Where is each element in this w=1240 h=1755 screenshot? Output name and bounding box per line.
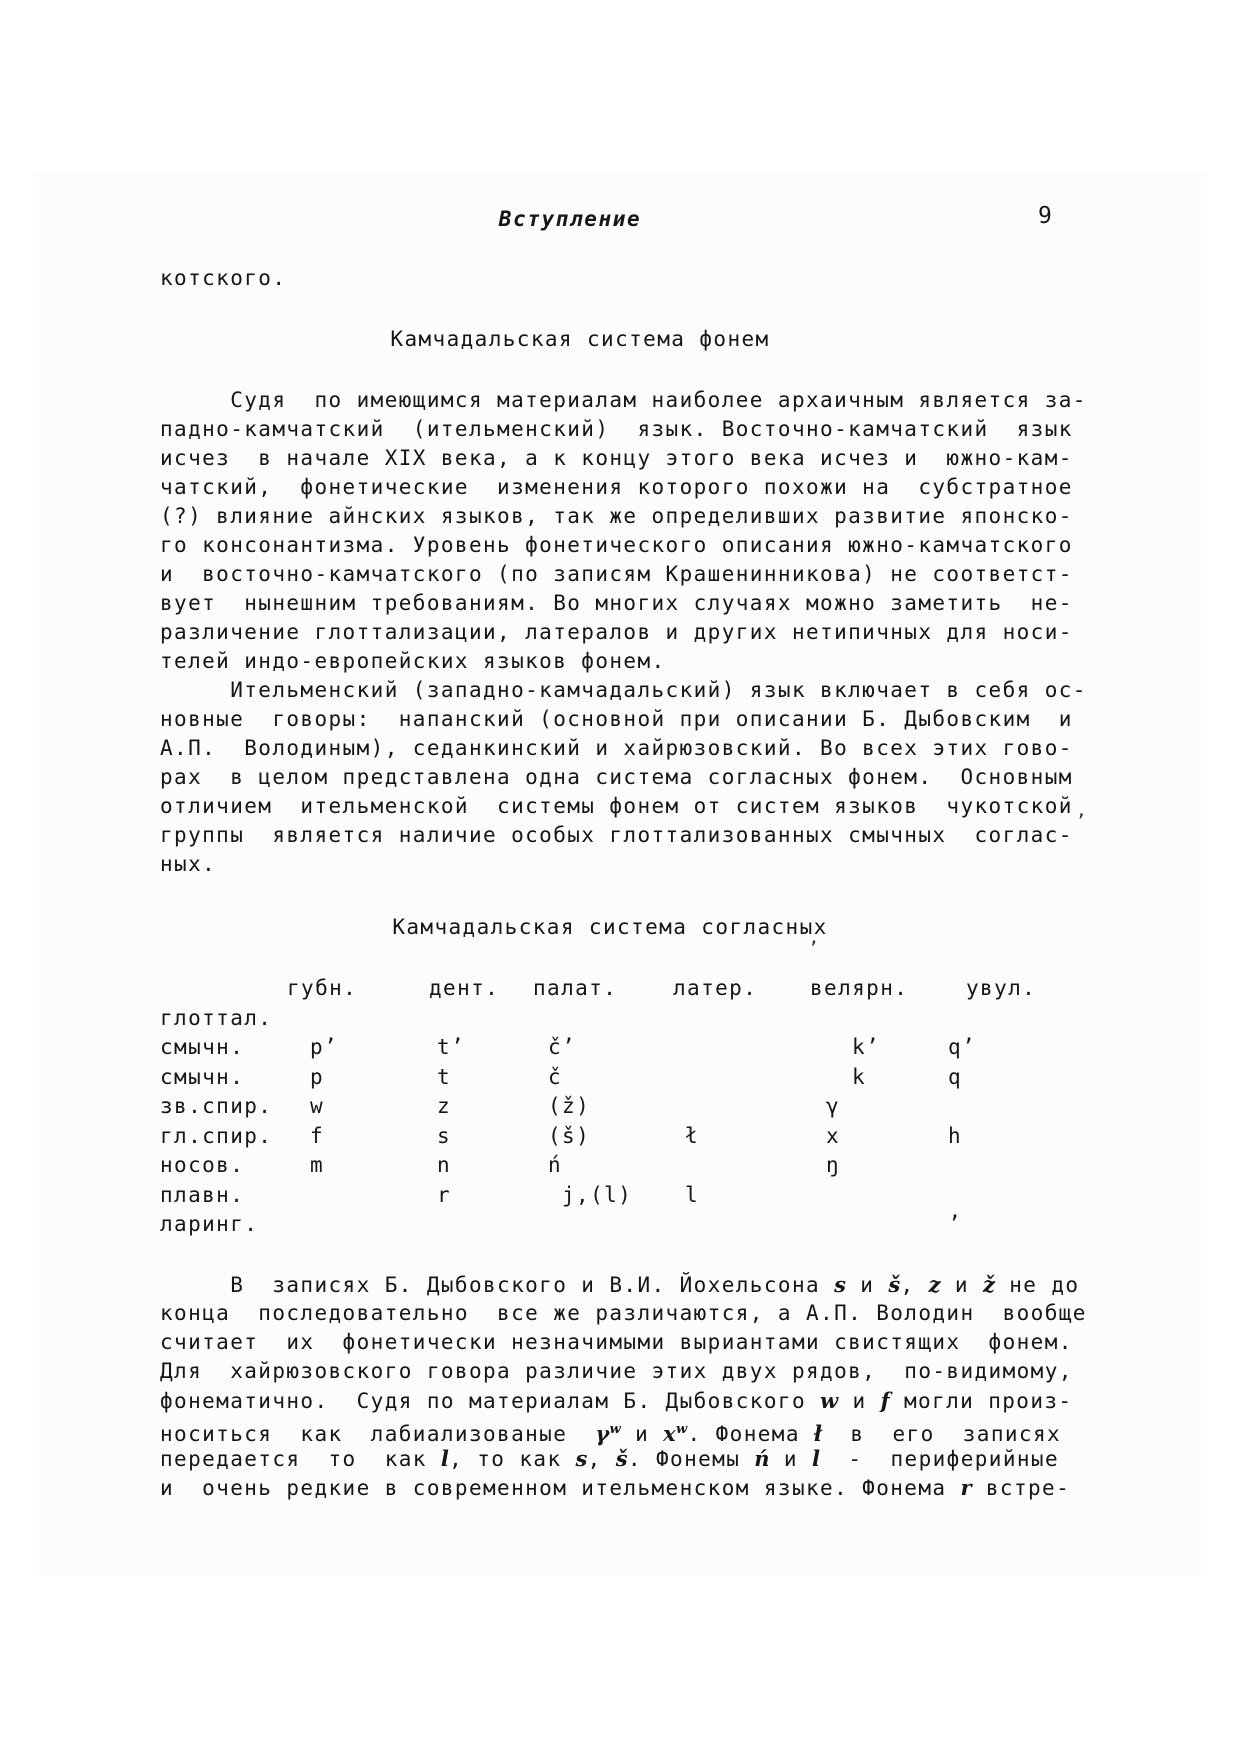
table-cell: z xyxy=(437,1094,452,1118)
phoneme-symbol: š xyxy=(888,1272,901,1297)
text-line: новные говоры: напанский (основной при описании Б. Дыбовским и xyxy=(160,707,1073,731)
table-cell: k xyxy=(852,1064,867,1089)
section1-heading: Камчадальская система фонем xyxy=(390,327,770,351)
table-cell: ŋ xyxy=(826,1153,841,1177)
table-row-label: зв.спир. xyxy=(160,1094,273,1118)
text-run: и xyxy=(769,1447,812,1471)
table-col-header: латер. xyxy=(673,976,758,1000)
table-cell xyxy=(826,1183,948,1213)
carryover-text: котского. xyxy=(160,266,287,290)
table-cell: q’ xyxy=(948,1035,977,1059)
table-cell: x xyxy=(826,1123,841,1148)
phoneme-symbol: s xyxy=(834,1272,847,1297)
paragraph-1 xyxy=(160,386,1090,676)
table-row xyxy=(160,1006,1080,1036)
text-run: и xyxy=(940,1273,983,1297)
text-line xyxy=(160,1386,1090,1415)
table-row xyxy=(160,1065,1080,1095)
table-col-header: губн. xyxy=(287,976,358,1000)
text-run: фонематично. Судя по материалам Б. Дыбовского xyxy=(160,1389,821,1413)
table-cell xyxy=(548,1212,685,1242)
text-line xyxy=(160,1415,1090,1444)
text-line: вует нынешним требованиям. Во многих случаях можно заметить не- xyxy=(160,591,1073,615)
table-cell: č’ xyxy=(548,1035,577,1059)
text-line: А.П. Володиным), седанкинский и хайрюзовский. Во всех этих гово- xyxy=(160,736,1073,760)
text-line: отличием ительменской системы фонем от систем языков чукотской xyxy=(160,794,1073,818)
text-line xyxy=(160,1270,1090,1299)
table-cell xyxy=(948,1153,1080,1183)
table-cell: ł xyxy=(685,1123,700,1148)
table-cell: č xyxy=(548,1064,563,1089)
table-cell: m xyxy=(310,1153,325,1177)
text-run: носиться как лабиализованые xyxy=(160,1422,596,1446)
table-col-header: велярн. xyxy=(810,976,909,1000)
table-cell xyxy=(685,1094,826,1124)
table-cell xyxy=(948,1006,1080,1036)
text-line: Ительменский (западно-камчадальский) язык включает в себя ос- xyxy=(160,678,1087,702)
table-cell xyxy=(948,1183,1080,1213)
table-cell xyxy=(685,1212,826,1242)
table-cell xyxy=(826,1006,948,1036)
text-line: рах в целом представлена одна система согласных фонем. Основным xyxy=(160,765,1073,789)
table-cell: ’ xyxy=(948,1212,963,1236)
table-cell xyxy=(310,1183,437,1213)
text-line: различение глоттализации, латералов и других нетипичных для носи- xyxy=(160,620,1073,644)
text-line: группы является наличие особых глоттализованных смычных соглас- xyxy=(160,823,1073,847)
consonant-table xyxy=(160,976,1080,1242)
table-cell: w xyxy=(310,1094,325,1118)
table-cell: p’ xyxy=(310,1035,339,1059)
phoneme-symbol: l xyxy=(812,1446,821,1471)
text-run: Для хайрюзовского говора различие этих двух рядов, по-видимому, xyxy=(160,1359,1073,1383)
table-row xyxy=(160,1094,1080,1124)
table-header-row xyxy=(160,976,1080,1006)
text-run: , xyxy=(587,1447,616,1471)
text-line: Судя по имеющимся материалам наиболее архаичным является за- xyxy=(160,388,1087,412)
text-line: ных. xyxy=(160,852,217,876)
text-run: и xyxy=(838,1389,881,1413)
table-cell: p xyxy=(310,1064,325,1089)
text-line xyxy=(160,1328,1090,1357)
table-cell: (š) xyxy=(548,1123,591,1148)
table-cell: q xyxy=(948,1064,963,1089)
table-row xyxy=(160,1183,1080,1213)
text-line xyxy=(160,1299,1090,1328)
text-line xyxy=(160,1473,1090,1502)
running-title: Вступление xyxy=(498,207,642,231)
table-col-header: дент. xyxy=(429,976,500,1000)
table-cell xyxy=(685,1153,826,1183)
table-row-label: плавн. xyxy=(160,1182,245,1207)
text-run: и xyxy=(621,1422,664,1446)
table-col-header: увул. xyxy=(966,976,1037,1000)
table-row xyxy=(160,1035,1080,1065)
table-cell xyxy=(826,1212,948,1242)
table-cell: s xyxy=(437,1123,452,1148)
text-line: го консонантизма. Уровень фонетического описания южно-камчатского xyxy=(160,533,1073,557)
text-run: считает их фонетически незначимыми выриантами свистящих фонем. xyxy=(160,1330,1073,1354)
text-run: . Фонемы xyxy=(627,1447,755,1471)
table-cell xyxy=(437,1006,548,1036)
table-cell: k’ xyxy=(852,1035,881,1059)
table-cell: ń xyxy=(548,1153,563,1177)
text-line: и восточно-камчатского (по записям Крашенинникова) не соответст- xyxy=(160,562,1073,586)
phoneme-symbol: γ xyxy=(595,1421,610,1446)
text-run: и xyxy=(846,1273,889,1297)
text-run: передается то как xyxy=(160,1447,441,1471)
stray-apostrophe-mark: ’ xyxy=(808,938,819,959)
text-run: могли произ- xyxy=(889,1389,1073,1413)
table-cell xyxy=(548,1006,685,1036)
phoneme-symbol: w xyxy=(820,1388,839,1413)
phoneme-symbol: z xyxy=(928,1272,941,1297)
phoneme-symbol: r xyxy=(960,1475,972,1500)
text-run: , xyxy=(900,1273,929,1297)
paragraph-2 xyxy=(160,676,1090,879)
phoneme-symbol: ń xyxy=(754,1446,770,1471)
section2-heading: Камчадальская система согласных xyxy=(392,915,828,939)
phoneme-symbol: š xyxy=(615,1446,628,1471)
table-row-label: смычн. xyxy=(160,1035,245,1059)
table-cell xyxy=(437,1212,548,1242)
table-cell xyxy=(310,1006,437,1036)
text-line: телей индо-европейских языков фонем. xyxy=(160,649,666,673)
table-row-label: смычн. xyxy=(160,1064,245,1089)
table-cell xyxy=(685,1035,826,1065)
table-cell: γ xyxy=(826,1094,841,1118)
table-cell: f xyxy=(310,1123,325,1148)
text-run: , то как xyxy=(449,1447,576,1471)
phoneme-symbol: x xyxy=(663,1421,676,1446)
text-line: (?) влияние айнских языков, так же определивших развитие японско- xyxy=(160,504,1073,528)
table-cell xyxy=(310,1212,437,1242)
table-row xyxy=(160,1153,1080,1183)
table-cell: n xyxy=(437,1153,452,1177)
phoneme-symbol: ł xyxy=(813,1421,823,1446)
text-line xyxy=(160,1444,1090,1473)
table-row-label: глоттал. xyxy=(160,1005,273,1030)
table-cell: t xyxy=(437,1064,452,1089)
table-col-header: палат. xyxy=(533,976,618,1000)
table-cell xyxy=(685,1065,826,1095)
text-line: исчез в начале XIX века, а к концу этого века исчез и южно-кам- xyxy=(160,446,1073,470)
phoneme-symbol: ž xyxy=(982,1272,996,1297)
phoneme-symbol: f xyxy=(880,1388,890,1413)
table-cell xyxy=(685,1006,826,1036)
running-header xyxy=(110,207,1030,231)
table-row xyxy=(160,1212,1080,1242)
table-cell: t’ xyxy=(437,1035,466,1059)
table-cell xyxy=(948,1094,1080,1124)
table-cell: j,(l) xyxy=(562,1182,633,1207)
table-cell: l xyxy=(685,1182,700,1207)
paragraph-3 xyxy=(160,1270,1090,1502)
phoneme-symbol: l xyxy=(440,1446,450,1471)
table-row-label: носов. xyxy=(160,1153,245,1177)
text-run: В записях Б. Дыбовского и В.И. Йохельсона xyxy=(160,1273,835,1297)
text-run: и очень редкие в современном ительменском языке. Фонема xyxy=(160,1476,961,1500)
table-cell: h xyxy=(948,1123,963,1148)
phoneme-symbol: s xyxy=(575,1446,588,1471)
table-cell: r xyxy=(437,1182,452,1207)
table-cell: (ž) xyxy=(548,1094,591,1118)
table-row-label: гл.спир. xyxy=(160,1123,273,1148)
phoneme-symbol: w xyxy=(676,1422,688,1437)
phoneme-symbol: w xyxy=(609,1422,622,1437)
text-run: - периферийные xyxy=(820,1447,1060,1471)
text-line: чатский, фонетические изменения которого похожи на субстратное xyxy=(160,475,1073,499)
table-row-label: ларинг. xyxy=(160,1212,259,1236)
text-run: конца последовательно все же различаются, а А.П. Володин вообще xyxy=(160,1301,1087,1325)
text-line: падно-камчатский (ительменский) язык. Восточно-камчатский язык xyxy=(160,417,1073,441)
text-run: не до xyxy=(995,1273,1080,1297)
page-number: 9 xyxy=(1038,203,1052,229)
text-run: в его записях xyxy=(822,1422,1062,1446)
text-run: встре- xyxy=(971,1476,1071,1500)
stray-dot-mark: , xyxy=(1076,800,1087,821)
table-row xyxy=(160,1124,1080,1154)
text-run: . Фонема xyxy=(687,1422,814,1446)
text-line xyxy=(160,1357,1090,1386)
